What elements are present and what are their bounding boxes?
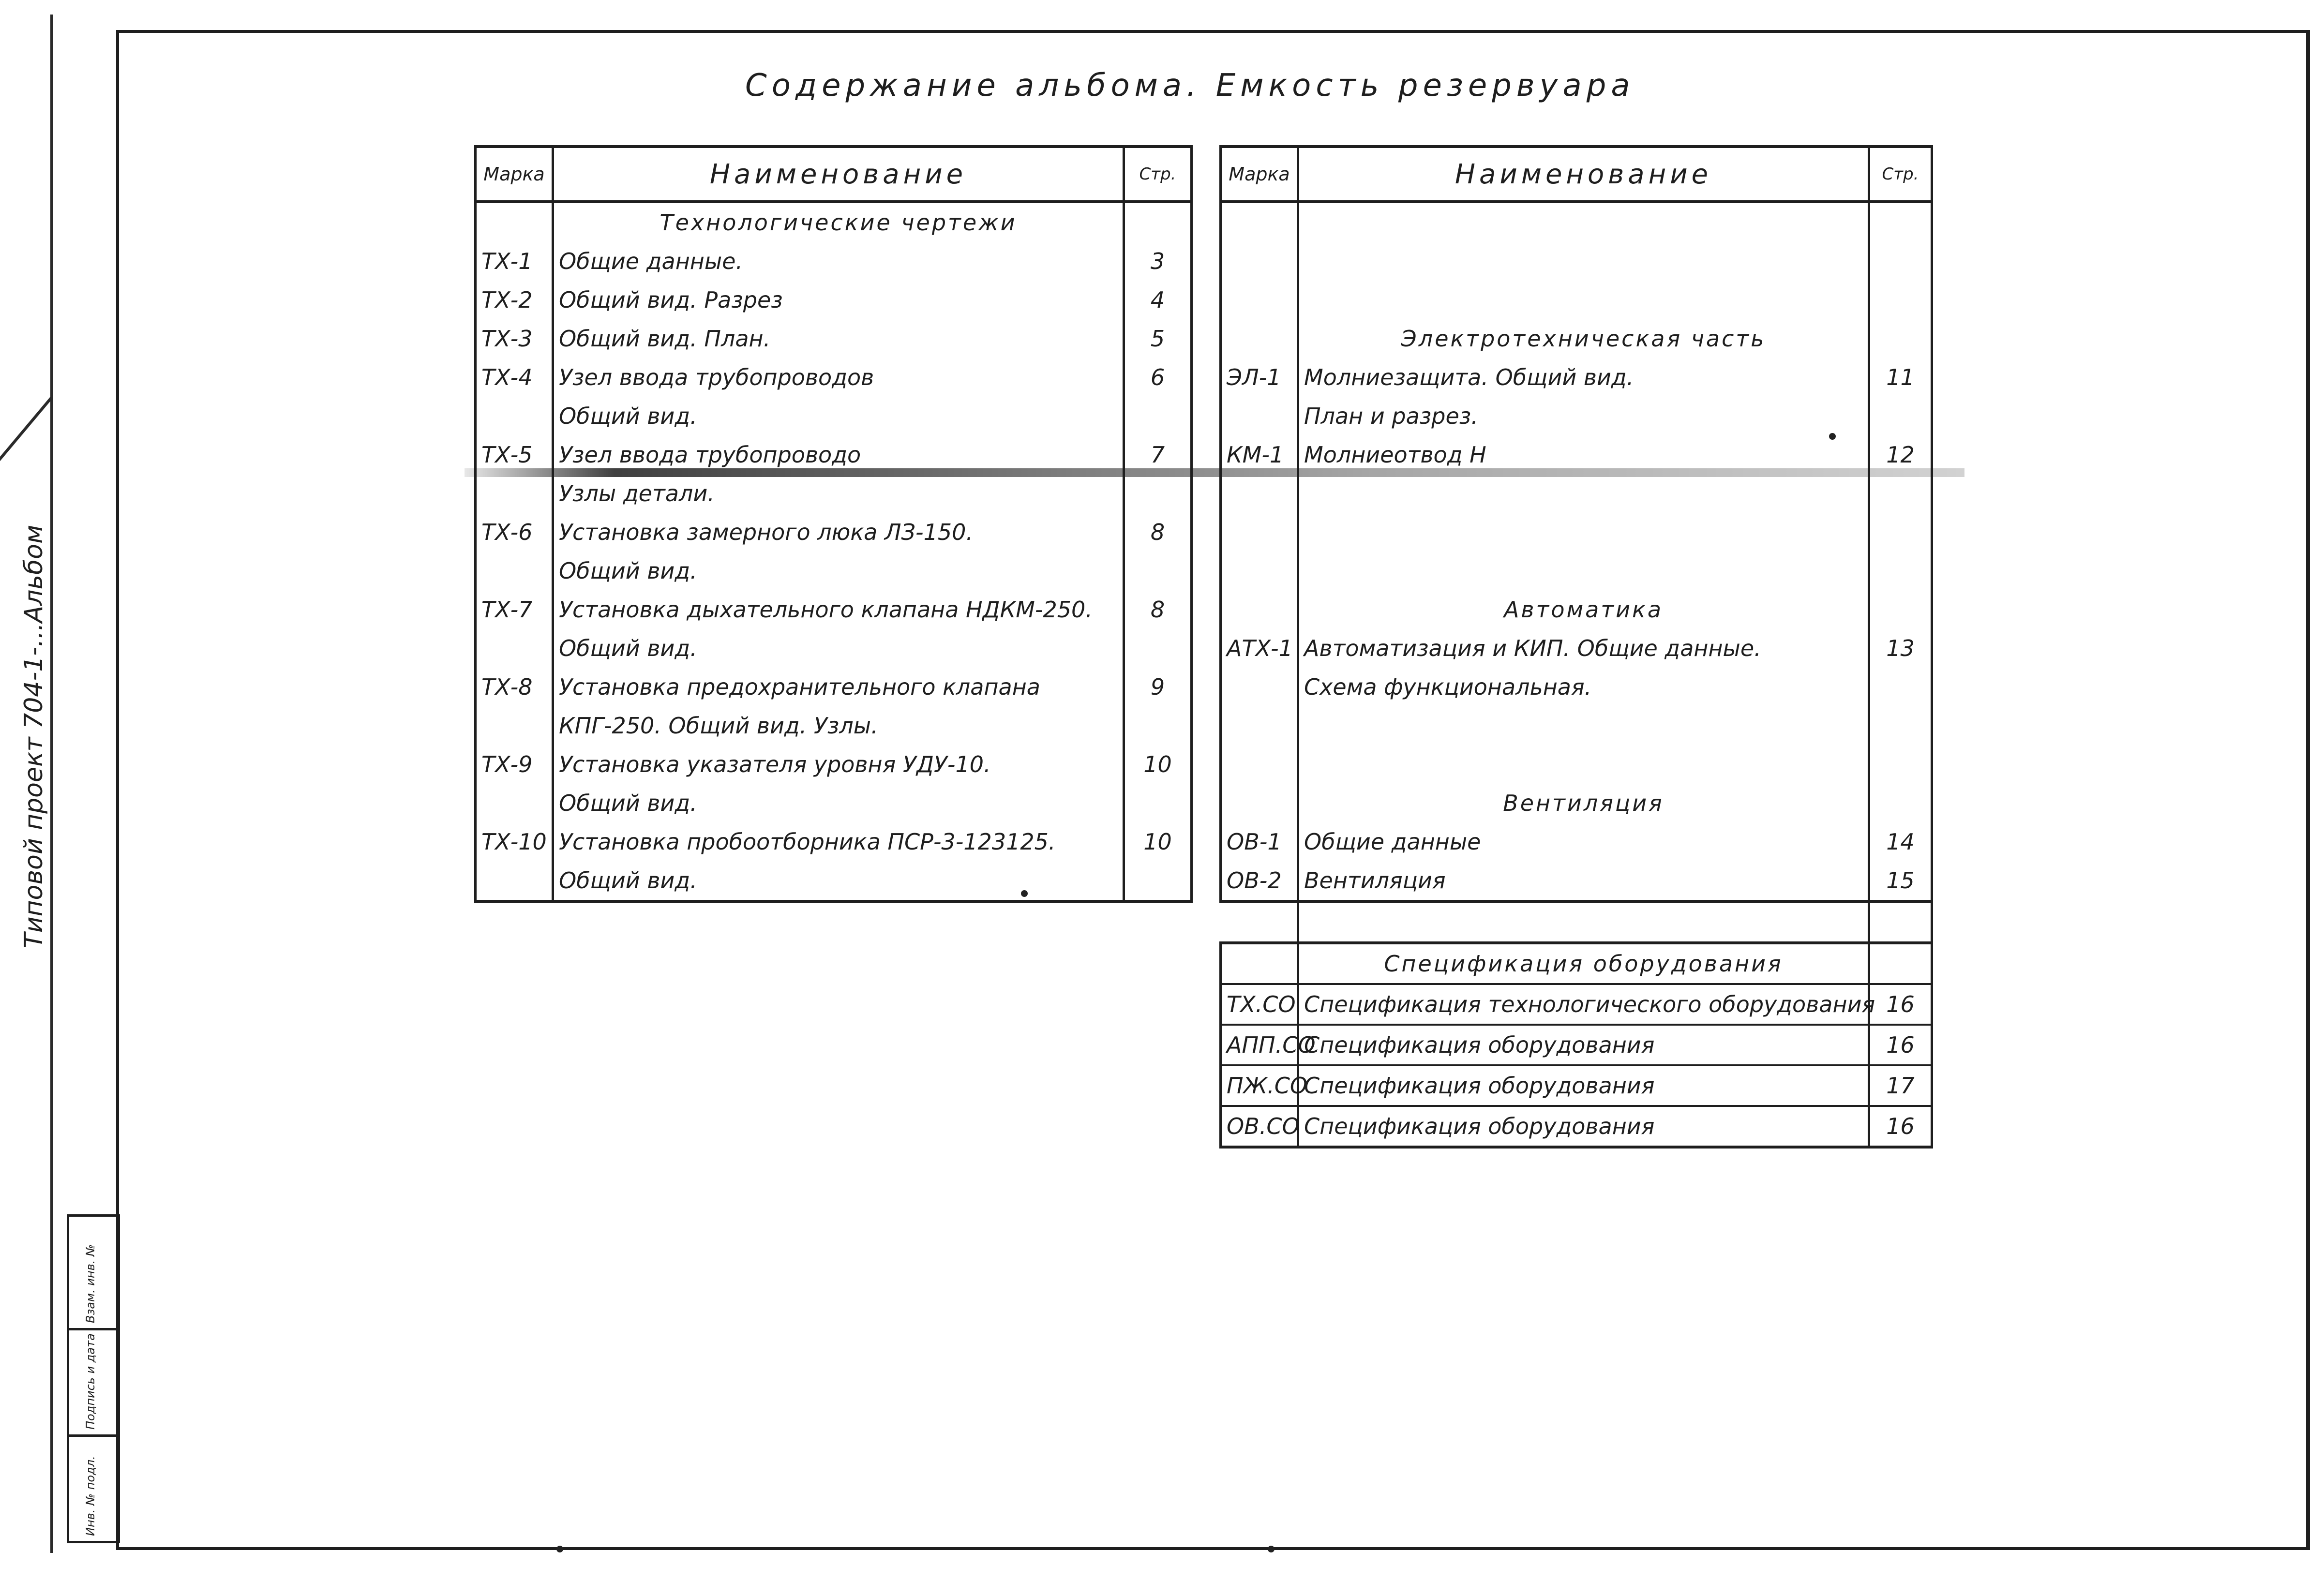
table-row xyxy=(1221,706,1932,745)
spec-heading-row xyxy=(1221,943,1932,984)
row-name: Общие данные xyxy=(1298,822,1869,861)
row-mark: ТХ-5 xyxy=(476,435,553,474)
row-mark: ТХ-4 xyxy=(476,358,553,397)
stamp-label-sign: Подпись и дата xyxy=(84,1333,97,1430)
row-name: Молниезащита. Общий вид. xyxy=(1298,358,1869,397)
row-mark: ОВ-2 xyxy=(1221,861,1298,901)
row-name: Установка пробоотборника ПСР-3-123125. xyxy=(553,822,1124,861)
row-name: Узел ввода трубопроводов xyxy=(553,358,1124,397)
row-mark: ТХ-7 xyxy=(476,590,553,629)
table-row xyxy=(476,397,1192,435)
row-page xyxy=(1869,397,1932,435)
contents-table-right xyxy=(1219,145,1933,1149)
contents-right-body xyxy=(1221,202,1932,1147)
row-page xyxy=(1869,319,1932,358)
section-heading: Вентиляция xyxy=(1298,784,1869,822)
row-mark: ТХ-6 xyxy=(476,513,553,552)
row-name xyxy=(1298,202,1869,242)
spec-section-heading: Спецификация оборудования xyxy=(1298,943,1869,984)
row-mark xyxy=(1221,397,1298,435)
row-page: 14 xyxy=(1869,822,1932,861)
scan-speck xyxy=(1829,433,1836,440)
table-row xyxy=(1221,397,1932,435)
row-page: 8 xyxy=(1124,513,1192,552)
row-mark xyxy=(1221,706,1298,745)
row-name xyxy=(1298,281,1869,319)
row-name: Молниеотвод Н xyxy=(1298,435,1869,474)
row-page: 6 xyxy=(1124,358,1192,397)
row-page xyxy=(1124,397,1192,435)
stamp-label-inv: Инв. № подл. xyxy=(84,1456,97,1536)
binding-margin-line xyxy=(50,15,53,1553)
row-page: 17 xyxy=(1869,1065,1932,1106)
row-mark xyxy=(1221,242,1298,281)
table-row xyxy=(1221,358,1932,397)
row-name: Установка дыхательного клапана НДКМ-250. xyxy=(553,590,1124,629)
row-mark xyxy=(1221,552,1298,590)
row-page xyxy=(1124,784,1192,822)
table-row xyxy=(476,242,1192,281)
row-page xyxy=(1869,552,1932,590)
drawing-frame xyxy=(116,30,2310,1550)
table-header-row xyxy=(1221,147,1932,202)
page-title: Содержание альбома. Емкость резервуара xyxy=(745,68,1635,104)
row-name: Общий вид. xyxy=(553,784,1124,822)
row-page: 9 xyxy=(1124,668,1192,706)
row-mark: ПЖ.СО xyxy=(1221,1065,1298,1106)
header-name: Наименование xyxy=(553,147,1124,202)
row-mark xyxy=(1221,513,1298,552)
row-page: 3 xyxy=(1124,242,1192,281)
row-name: Спецификация оборудования xyxy=(1298,1106,1869,1147)
table-row xyxy=(476,319,1192,358)
table-row xyxy=(1221,984,1932,1025)
table-row xyxy=(1221,281,1932,319)
row-page: 16 xyxy=(1869,1025,1932,1065)
row-name: План и разрез. xyxy=(1298,397,1869,435)
row-page: 16 xyxy=(1869,984,1932,1025)
row-mark: КМ-1 xyxy=(1221,435,1298,474)
table-row xyxy=(476,861,1192,901)
row-page xyxy=(1869,281,1932,319)
header-mark: Марка xyxy=(476,147,553,202)
row-name xyxy=(1298,745,1869,784)
table-gap-row xyxy=(1221,901,1932,943)
row-page xyxy=(1124,474,1192,513)
row-page xyxy=(1124,629,1192,668)
table-row xyxy=(1221,668,1932,706)
gap-cell xyxy=(1869,901,1932,943)
row-page xyxy=(1869,668,1932,706)
row-name: Общий вид. Разрез xyxy=(553,281,1124,319)
row-mark: ОВ.СО xyxy=(1221,1106,1298,1147)
table-row xyxy=(1221,784,1932,822)
row-page: 5 xyxy=(1124,319,1192,358)
gap-cell xyxy=(1298,901,1869,943)
row-mark xyxy=(476,397,553,435)
row-name: Установка указателя уровня УДУ-10. xyxy=(553,745,1124,784)
table-row xyxy=(476,745,1192,784)
row-mark xyxy=(1221,745,1298,784)
margin-slash-mark xyxy=(0,397,53,484)
margin-stamp xyxy=(67,1214,120,1543)
table-row xyxy=(1221,1025,1932,1065)
row-mark xyxy=(476,629,553,668)
table-row xyxy=(476,513,1192,552)
row-page: 11 xyxy=(1869,358,1932,397)
table-row xyxy=(1221,242,1932,281)
row-name: Узлы детали. xyxy=(553,474,1124,513)
row-mark xyxy=(1221,281,1298,319)
row-name: Автоматизация и КИП. Общие данные. xyxy=(1298,629,1869,668)
table-row xyxy=(476,706,1192,745)
row-page xyxy=(1124,552,1192,590)
row-name: Общий вид. План. xyxy=(553,319,1124,358)
table-row xyxy=(476,281,1192,319)
row-page: 10 xyxy=(1124,745,1192,784)
row-name: Спецификация оборудования xyxy=(1298,1065,1869,1106)
header-mark: Марка xyxy=(1221,147,1298,202)
stamp-divider xyxy=(69,1434,118,1437)
scan-speck xyxy=(1268,1546,1274,1552)
row-name xyxy=(1298,552,1869,590)
row-name: Установка замерного люка ЛЗ-150. xyxy=(553,513,1124,552)
table-row xyxy=(476,629,1192,668)
row-name: Общий вид. xyxy=(553,861,1124,901)
row-mark: ЭЛ-1 xyxy=(1221,358,1298,397)
table-row xyxy=(1221,319,1932,358)
header-name: Наименование xyxy=(1298,147,1869,202)
table-row xyxy=(1221,474,1932,513)
row-page: 4 xyxy=(1124,281,1192,319)
row-page xyxy=(1124,861,1192,901)
table-row xyxy=(476,668,1192,706)
row-mark xyxy=(476,552,553,590)
row-mark: ТХ.СО xyxy=(1221,984,1298,1025)
section-heading: Технологические чертежи xyxy=(553,202,1124,242)
contents-table-left xyxy=(474,145,1193,903)
row-mark xyxy=(1221,668,1298,706)
row-mark: АПП.СО xyxy=(1221,1025,1298,1065)
row-name xyxy=(1298,513,1869,552)
scan-smudge xyxy=(465,468,1964,477)
header-page: Стр. xyxy=(1124,147,1192,202)
row-page xyxy=(1869,202,1932,242)
row-page xyxy=(1869,590,1932,629)
section-heading: Автоматика xyxy=(1298,590,1869,629)
row-name: Узел ввода трубопроводо xyxy=(553,435,1124,474)
row-name: Общий вид. xyxy=(553,629,1124,668)
table-row xyxy=(1221,629,1932,668)
row-mark xyxy=(1221,319,1298,358)
row-name xyxy=(1298,706,1869,745)
row-name: Схема функциональная. xyxy=(1298,668,1869,706)
table-row xyxy=(1221,202,1932,242)
table-row xyxy=(1221,1106,1932,1147)
table-row xyxy=(1221,861,1932,901)
table-row xyxy=(1221,513,1932,552)
table-row xyxy=(476,474,1192,513)
row-mark xyxy=(476,706,553,745)
row-mark: АТХ-1 xyxy=(1221,629,1298,668)
table-row xyxy=(1221,745,1932,784)
table-row xyxy=(1221,552,1932,590)
stamp-label-replace: Взам. инв. № xyxy=(84,1244,97,1323)
row-mark xyxy=(1221,590,1298,629)
table-row xyxy=(476,590,1192,629)
row-page: 13 xyxy=(1869,629,1932,668)
row-mark xyxy=(1221,202,1298,242)
row-page xyxy=(1869,242,1932,281)
row-page xyxy=(1869,513,1932,552)
row-mark xyxy=(476,861,553,901)
row-name: Спецификация технологического оборудования xyxy=(1298,984,1869,1025)
row-name: Общий вид. xyxy=(553,552,1124,590)
row-page: 15 xyxy=(1869,861,1932,901)
row-mark xyxy=(1221,784,1298,822)
row-mark: ТХ-8 xyxy=(476,668,553,706)
row-page xyxy=(1869,474,1932,513)
row-mark: ТХ-10 xyxy=(476,822,553,861)
row-mark: ТХ-9 xyxy=(476,745,553,784)
project-side-label: Типовой проект 704-1-...Альбом xyxy=(19,524,48,948)
table-row xyxy=(476,822,1192,861)
scan-speck xyxy=(1021,890,1028,897)
row-page: 8 xyxy=(1124,590,1192,629)
row-mark: ОВ-1 xyxy=(1221,822,1298,861)
table-row xyxy=(1221,590,1932,629)
row-page: 7 xyxy=(1124,435,1192,474)
row-mark xyxy=(476,784,553,822)
row-page xyxy=(1124,706,1192,745)
row-name: Общие данные. xyxy=(553,242,1124,281)
table-row xyxy=(476,358,1192,397)
scan-speck xyxy=(556,1546,563,1552)
table-header-row xyxy=(476,147,1192,202)
spec-heading-blank xyxy=(1869,943,1932,984)
table-row xyxy=(1221,1065,1932,1106)
table-row xyxy=(476,784,1192,822)
row-name: Вентиляция xyxy=(1298,861,1869,901)
row-mark xyxy=(1221,474,1298,513)
row-mark: ТХ-3 xyxy=(476,319,553,358)
table-row xyxy=(476,552,1192,590)
row-mark xyxy=(476,474,553,513)
spec-heading-blank xyxy=(1221,943,1298,984)
row-mark xyxy=(476,202,553,242)
table-row xyxy=(476,202,1192,242)
row-name: Установка предохранительного клапана xyxy=(553,668,1124,706)
row-page xyxy=(1124,202,1192,242)
section-heading: Электротехническая часть xyxy=(1298,319,1869,358)
row-name: Общий вид. xyxy=(553,397,1124,435)
row-page: 16 xyxy=(1869,1106,1932,1147)
row-page xyxy=(1869,784,1932,822)
row-mark: ТХ-1 xyxy=(476,242,553,281)
contents-left-body xyxy=(476,202,1192,901)
row-name: Спецификация оборудования xyxy=(1298,1025,1869,1065)
row-page xyxy=(1869,706,1932,745)
row-name xyxy=(1298,474,1869,513)
stamp-divider xyxy=(69,1328,118,1330)
table-row xyxy=(1221,822,1932,861)
row-mark: ТХ-2 xyxy=(476,281,553,319)
row-name xyxy=(1298,242,1869,281)
header-page: Стр. xyxy=(1869,147,1932,202)
gap-cell xyxy=(1221,901,1298,943)
row-page xyxy=(1869,745,1932,784)
row-name: КПГ-250. Общий вид. Узлы. xyxy=(553,706,1124,745)
row-page: 12 xyxy=(1869,435,1932,474)
row-page: 10 xyxy=(1124,822,1192,861)
